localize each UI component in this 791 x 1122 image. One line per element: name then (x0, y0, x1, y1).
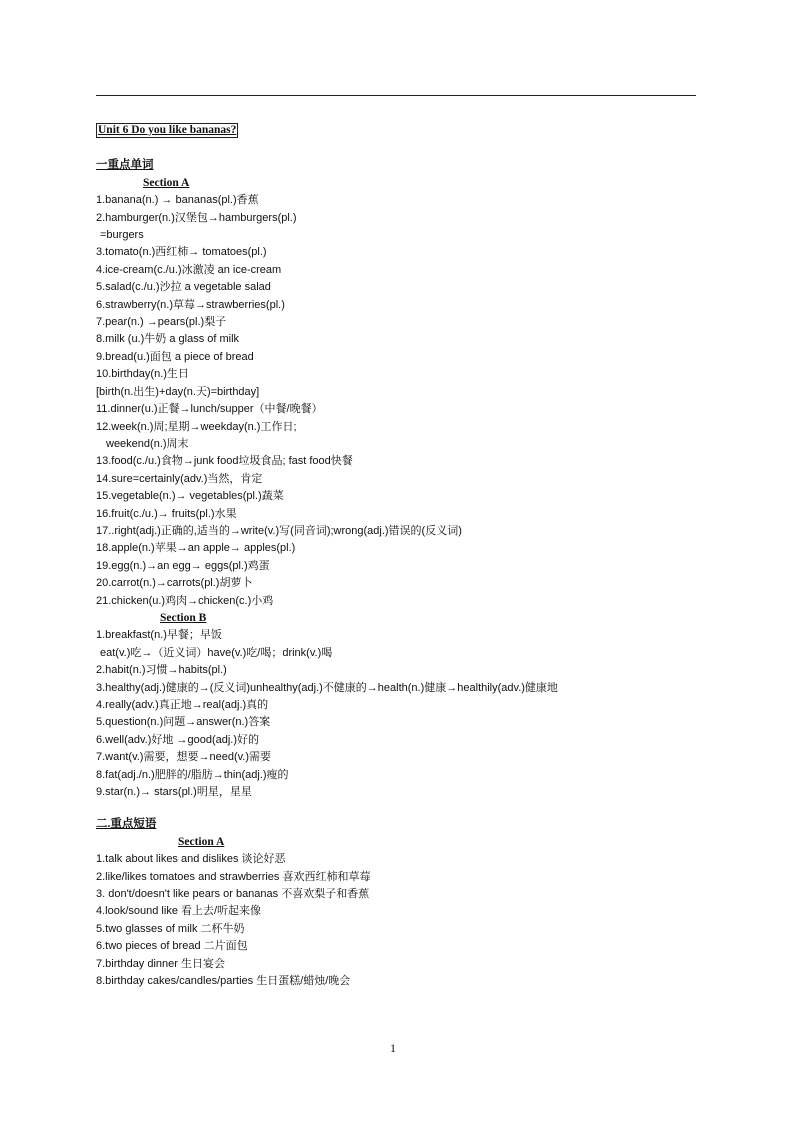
list-item: 7.want(v.)需要，想要→need(v.)需要 (96, 751, 272, 764)
list-item: 7.birthday dinner 生日宴会 (96, 957, 225, 970)
page-number: 1 (390, 1041, 396, 1055)
list-item: 4.look/sound like 看上去/听起来像 (96, 905, 262, 918)
list-item: 18.apple(n.)苹果→an apple→ apples(pl.) (96, 542, 296, 555)
unit-title: Unit 6 Do you like bananas? (98, 124, 237, 136)
heading-key-phrases: 二.重点短语 (96, 818, 157, 831)
section-a-list (96, 192, 696, 610)
list-item: 3.tomato(n.)西红柿→ tomatoes(pl.) (96, 246, 267, 259)
list-item: 4.ice-cream(c./u.)冰激凌 an ice-cream (96, 263, 282, 276)
document-body (96, 121, 696, 991)
list-item: 8.birthday cakes/candles/parties 生日蛋糕/蜡烛/晚会 (96, 975, 351, 988)
list-item: 5.salad(c./u.)沙拉 a vegetable salad (96, 281, 271, 294)
list-item: 10.birthday(n.)生日 (96, 368, 189, 381)
list-item: 12.week(n.)周;星期→weekday(n.)工作日; (96, 420, 297, 433)
list-item: 3. don't/doesn't like pears or bananas 不喜欢梨子和香蕉 (96, 888, 370, 901)
list-item: 14.sure=certainly(adv.)当然，肯定 (96, 472, 263, 485)
list-item: weekend(n.)周末 (106, 437, 189, 450)
list-item: 1.talk about likes and dislikes 谈论好恶 (96, 853, 286, 866)
list-item: 21.chicken(u.)鸡肉→chicken(c.)小鸡 (96, 594, 274, 607)
list-item: [birth(n.出生)+day(n.天)=birthday] (96, 385, 260, 398)
list-item: 2.habit(n.)习惯→habits(pl.) (96, 664, 227, 677)
list-item: 8.milk (u.)牛奶 a glass of milk (96, 333, 240, 346)
list-item: 1.breakfast(n.)早餐；早饭 (96, 629, 222, 642)
list-item: 6.well(adv.)好地 →good(adj.)好的 (96, 733, 260, 746)
list-item: 13.food(c./u.)食物→junk food垃圾食品; fast food快餐 (96, 455, 353, 468)
section-b-list (96, 627, 696, 801)
section-a-label: Section A (143, 176, 190, 189)
section-b-label: Section B (160, 611, 207, 624)
list-item: 4.really(adv.)真正地→real(adj.)真的 (96, 699, 269, 711)
list-item: 9.star(n.)→ stars(pl.)明星，星星 (96, 786, 252, 799)
phrases-section-a-label: Section A (178, 835, 225, 848)
list-item: 11.dinner(u.)正餐→lunch/supper（中餐/晚餐） (96, 403, 323, 416)
header-rule (96, 95, 696, 96)
list-item: 7.pear(n.) →pears(pl.)梨子 (96, 316, 227, 329)
list-item: 19.egg(n.)→an egg→ eggs(pl.)鸡蛋 (96, 559, 270, 572)
phrases-list (96, 851, 696, 990)
list-item: 8.fat(adj./n.)肥胖的/脂肪→thin(adj.)瘦的 (96, 768, 289, 781)
list-item: 5.question(n.)问题→answer(n.)答案 (96, 716, 271, 729)
list-item: 17..right(adj.)正确的,适当的→write(v.)写(同音词);wrong(adj.)错误的(反义词) (96, 524, 462, 537)
list-item: 9.bread(u.)面包 a piece of bread (96, 350, 254, 363)
list-item: 6.two pieces of bread 二片面包 (96, 940, 248, 953)
list-item: 20.carrot(n.)→carrots(pl.)胡萝卜 (96, 577, 253, 590)
list-item: 2.hamburger(n.)汉堡包→hamburgers(pl.) (96, 211, 297, 224)
list-item: eat(v.)吃→（近义词）have(v.)吃/喝；drink(v.)喝 (100, 646, 333, 659)
list-item: 15.vegetable(n.)→ vegetables(pl.)蔬菜 (96, 490, 284, 503)
list-item: 5.two glasses of milk 二杯牛奶 (96, 922, 245, 935)
list-item: =burgers (100, 229, 144, 242)
list-item: 6.strawberry(n.)草莓→strawberries(pl.) (96, 298, 285, 311)
list-item: 16.fruit(c./u.)→ fruits(pl.)水果 (96, 507, 237, 520)
heading-key-words: 一重点单词 (96, 159, 154, 172)
list-item: 1.banana(n.) → bananas(pl.)香蕉 (96, 194, 259, 207)
list-item: 2.like/likes tomatoes and strawberries 喜欢西红柿和草莓 (96, 870, 371, 883)
list-item: 3.healthy(adj.)健康的→(反义词)unhealthy(adj.)不健康的→health(n.)健康→healthily(adv.)健康地 (96, 681, 558, 694)
